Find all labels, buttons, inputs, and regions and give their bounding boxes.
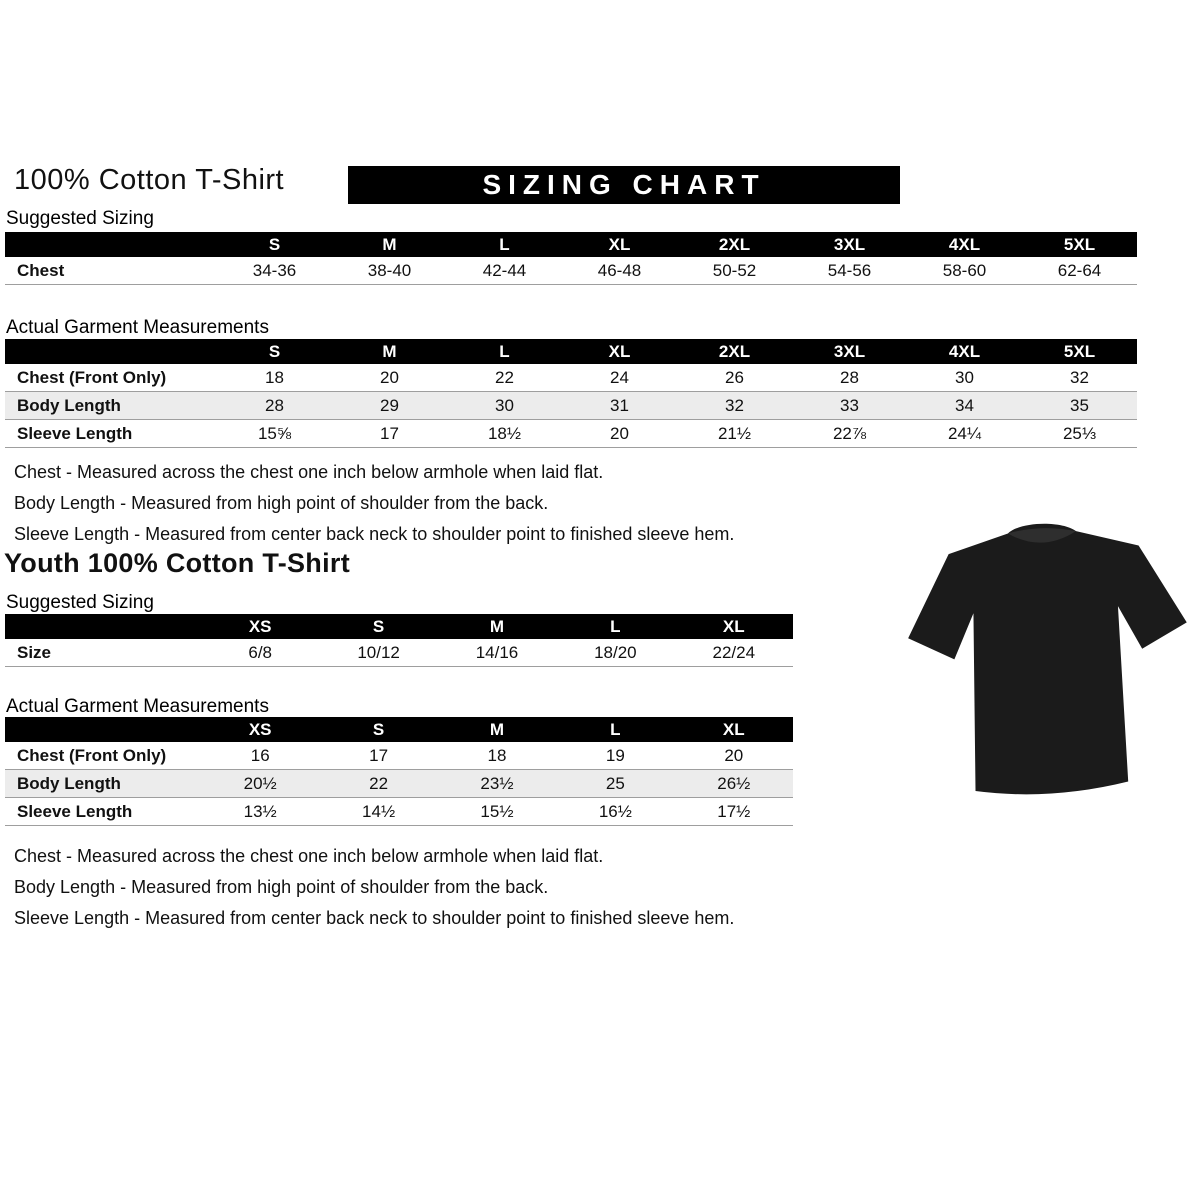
value-cell: 15½	[438, 798, 556, 826]
tshirt-graphic	[884, 459, 1200, 840]
value-cell: 21½	[677, 420, 792, 448]
value-cell: 10/12	[319, 639, 437, 667]
column-header-l: L	[556, 614, 674, 639]
value-cell: 17½	[675, 798, 793, 826]
table-row	[5, 639, 793, 667]
tshirt-icon	[884, 459, 1200, 840]
column-header-3xl: 3XL	[792, 339, 907, 364]
note-line: Sleeve Length - Measured from center back neck to shoulder point to finished sleeve hem.	[14, 908, 735, 928]
column-header-m: M	[332, 232, 447, 257]
column-header-2xl: 2XL	[677, 232, 792, 257]
value-cell: 22	[447, 364, 562, 392]
adult-actual-measurements-table	[5, 339, 1137, 448]
note-line: Chest - Measured across the chest one inch below armhole when laid flat.	[14, 846, 604, 866]
value-cell: 17	[319, 742, 437, 770]
value-cell: 32	[1022, 364, 1137, 392]
value-cell: 22	[319, 770, 437, 798]
page-title: 100% Cotton T-Shirt	[14, 164, 285, 196]
column-header-xl: XL	[562, 232, 677, 257]
column-header-s: S	[217, 232, 332, 257]
youth-actual-measurements-table	[5, 717, 793, 826]
column-header-s: S	[217, 339, 332, 364]
table-row	[5, 257, 1137, 285]
value-cell: 33	[792, 392, 907, 420]
header-row	[5, 614, 793, 639]
value-cell: 19	[556, 742, 674, 770]
value-cell: 25	[556, 770, 674, 798]
header-row	[5, 232, 1137, 257]
table-row	[5, 364, 1137, 392]
adult-suggested-sizing-table	[5, 232, 1137, 285]
corner-cell	[5, 232, 217, 257]
adult-measurement-notes	[14, 462, 794, 555]
value-cell: 34	[907, 392, 1022, 420]
value-cell: 28	[217, 392, 332, 420]
column-header-4xl: 4XL	[907, 232, 1022, 257]
value-cell: 35	[1022, 392, 1137, 420]
value-cell: 31	[562, 392, 677, 420]
youth-actual-measurements-label: Actual Garment Measurements	[6, 696, 269, 717]
table-row	[5, 392, 1137, 420]
row-label: Chest (Front Only)	[5, 742, 201, 770]
corner-cell	[5, 717, 201, 742]
row-label: Size	[5, 639, 201, 667]
value-cell: 16½	[556, 798, 674, 826]
value-cell: 50-52	[677, 257, 792, 285]
value-cell: 24¼	[907, 420, 1022, 448]
column-header-5xl: 5XL	[1022, 232, 1137, 257]
value-cell: 54-56	[792, 257, 907, 285]
sizing-chart-banner: SIZING CHART	[348, 166, 900, 204]
column-header-xl: XL	[675, 717, 793, 742]
value-cell: 20	[332, 364, 447, 392]
row-label: Body Length	[5, 770, 201, 798]
table-row	[5, 420, 1137, 448]
value-cell: 6/8	[201, 639, 319, 667]
column-header-5xl: 5XL	[1022, 339, 1137, 364]
row-label: Chest	[5, 257, 217, 285]
value-cell: 32	[677, 392, 792, 420]
column-header-l: L	[556, 717, 674, 742]
column-header-xl: XL	[562, 339, 677, 364]
value-cell: 14/16	[438, 639, 556, 667]
value-cell: 26	[677, 364, 792, 392]
youth-measurement-notes	[14, 846, 794, 939]
value-cell: 18/20	[556, 639, 674, 667]
adult-suggested-sizing-label: Suggested Sizing	[6, 208, 154, 229]
row-label: Body Length	[5, 392, 217, 420]
value-cell: 22⅞	[792, 420, 907, 448]
column-header-4xl: 4XL	[907, 339, 1022, 364]
value-cell: 18½	[447, 420, 562, 448]
column-header-xs: XS	[201, 717, 319, 742]
table-row	[5, 798, 793, 826]
value-cell: 20	[562, 420, 677, 448]
value-cell: 62-64	[1022, 257, 1137, 285]
corner-cell	[5, 339, 217, 364]
value-cell: 29	[332, 392, 447, 420]
note-line: Sleeve Length - Measured from center back neck to shoulder point to finished sleeve hem.	[14, 524, 735, 544]
column-header-l: L	[447, 339, 562, 364]
column-header-l: L	[447, 232, 562, 257]
table-row	[5, 742, 793, 770]
column-header-s: S	[319, 717, 437, 742]
value-cell: 15⅝	[217, 420, 332, 448]
header-row	[5, 339, 1137, 364]
value-cell: 38-40	[332, 257, 447, 285]
header-row	[5, 717, 793, 742]
value-cell: 26½	[675, 770, 793, 798]
value-cell: 42-44	[447, 257, 562, 285]
row-label: Sleeve Length	[5, 798, 201, 826]
adult-actual-measurements-label: Actual Garment Measurements	[6, 317, 269, 338]
value-cell: 25⅓	[1022, 420, 1137, 448]
value-cell: 17	[332, 420, 447, 448]
value-cell: 14½	[319, 798, 437, 826]
value-cell: 58-60	[907, 257, 1022, 285]
note-line: Body Length - Measured from high point of shoulder from the back.	[14, 493, 549, 513]
column-header-xl: XL	[675, 614, 793, 639]
value-cell: 18	[217, 364, 332, 392]
value-cell: 22/24	[675, 639, 793, 667]
value-cell: 16	[201, 742, 319, 770]
value-cell: 20	[675, 742, 793, 770]
column-header-s: S	[319, 614, 437, 639]
youth-suggested-sizing-label: Suggested Sizing	[6, 592, 154, 613]
column-header-3xl: 3XL	[792, 232, 907, 257]
value-cell: 28	[792, 364, 907, 392]
youth-section-title: Youth 100% Cotton T-Shirt	[4, 548, 350, 578]
value-cell: 30	[907, 364, 1022, 392]
value-cell: 23½	[438, 770, 556, 798]
value-cell: 34-36	[217, 257, 332, 285]
column-header-m: M	[332, 339, 447, 364]
column-header-m: M	[438, 614, 556, 639]
column-header-xs: XS	[201, 614, 319, 639]
value-cell: 13½	[201, 798, 319, 826]
column-header-2xl: 2XL	[677, 339, 792, 364]
corner-cell	[5, 614, 201, 639]
value-cell: 24	[562, 364, 677, 392]
value-cell: 18	[438, 742, 556, 770]
row-label: Chest (Front Only)	[5, 364, 217, 392]
note-line: Body Length - Measured from high point of shoulder from the back.	[14, 877, 549, 897]
table-row	[5, 770, 793, 798]
row-label: Sleeve Length	[5, 420, 217, 448]
note-line: Chest - Measured across the chest one inch below armhole when laid flat.	[14, 462, 604, 482]
value-cell: 20½	[201, 770, 319, 798]
column-header-m: M	[438, 717, 556, 742]
value-cell: 30	[447, 392, 562, 420]
value-cell: 46-48	[562, 257, 677, 285]
youth-suggested-sizing-table	[5, 614, 793, 667]
